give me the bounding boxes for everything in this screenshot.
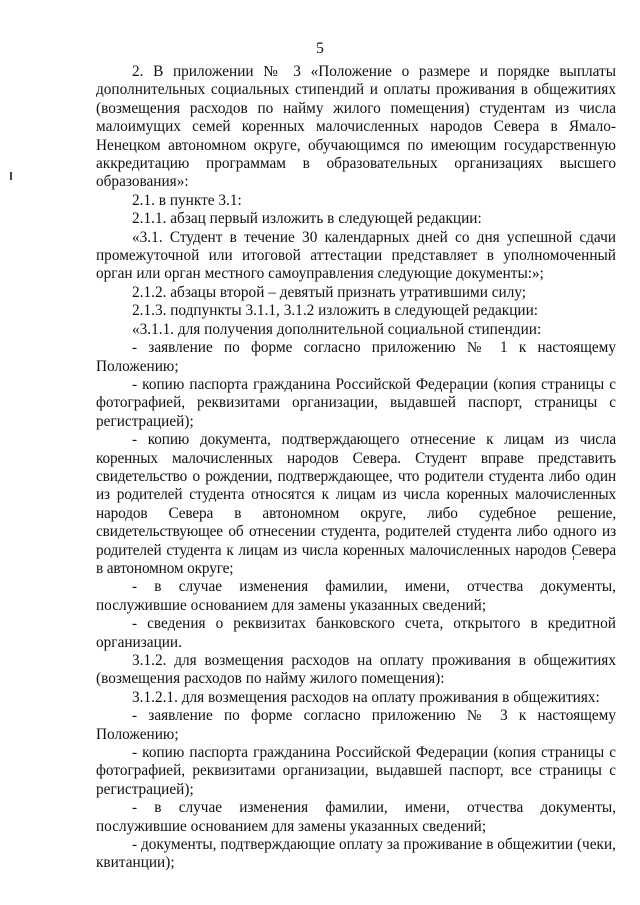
- paragraph-intro: 2. В приложении № 3 «Положение о размере и порядке выплаты дополнительных социальных стипендий и оплаты проживания в общежитиях (возмещения расходов по найму жилого помещения) студентам из числа малоимущих семей коренных малочисленных народов Севера в Ямало-Ненецком автономном округе, обучающимся по имеющим государственную аккредитацию программам в образовательных организациях высшего образования»:: [96, 63, 616, 191]
- list-item-application-3: - заявление по форме согласно приложению № 3 к настоящему Положению;: [96, 707, 616, 743]
- document-body: [96, 63, 616, 873]
- list-item-name-change: - в случае изменения фамилии, имени, отчества документы, послужившие основанием для замены указанных сведений;: [96, 578, 616, 614]
- paragraph-3-1-1: «3.1.1. для получения дополнительной социальной стипендии:: [132, 320, 542, 338]
- list-item-application: - заявление по форме согласно приложению № 1 к настоящему Положению;: [96, 339, 616, 375]
- paragraph-3-1-2-1: 3.1.2.1. для возмещения расходов на оплату проживания в общежитиях:: [132, 688, 600, 706]
- list-item-passport-all-pages: - копию паспорта гражданина Российской Федерации (копия страницы с фотографией, реквизитами организации, выдавшей паспорт, все страницы с регистрацией);: [96, 744, 616, 798]
- paragraph-2-1-3: 2.1.3. подпункты 3.1.1, 3.1.2 изложить в следующей редакции:: [132, 302, 539, 320]
- paragraph-3-1-quote: «3.1. Студент в течение 30 календарных дней со дня успешной сдачи промежуточной или итоговой аттестации представляет в уполномоченный орган или орган местного самоуправления следующие документы:»;: [96, 228, 616, 283]
- paragraph-3-1-2: 3.1.2. для возмещения расходов на оплату проживания в общежитиях (возмещения расходов по найму жилого помещения):: [96, 652, 616, 688]
- list-item-indigenous-proof: - копию документа, подтверждающего отнесение к лицам из числа коренных малочисленных народов Севера. Студент вправе представить свидетельство о рождении, подтверждающее, что родители студента либо один из родителей студента относятся к лицам из числа коренных малочисленных народов Севера в автономном округе, либо судебное решение, свидетельствующее об отнесении студента, родителей студента либо одного из родителей студента к лицам из числа коренных малочисленных народов Севера в автономном округе;: [96, 431, 616, 577]
- paragraph-2-1: 2.1. в пункте 3.1:: [132, 191, 242, 209]
- scan-mark: [10, 172, 12, 180]
- paragraph-2-1-1: 2.1.1. абзац первый изложить в следующей редакции:: [132, 210, 482, 228]
- list-item-bank-details: - сведения о реквизитах банковского счета, открытого в кредитной организации.: [96, 615, 616, 651]
- list-item-name-change-2: - в случае изменения фамилии, имени, отчества документы, послужившие основанием для замены указанных сведений;: [96, 799, 616, 835]
- page-number: 5: [316, 40, 324, 57]
- list-item-payment-proof: - документы, подтверждающие оплату за проживание в общежитии (чеки, квитанции);: [96, 836, 616, 872]
- list-item-passport: - копию паспорта гражданина Российской Федерации (копия страницы с фотографией, реквизитами организации, выдавшей паспорт, страницы с регистрацией);: [96, 375, 616, 430]
- paragraph-2-1-2: 2.1.2. абзацы второй – девятый признать утратившими силу;: [132, 283, 527, 301]
